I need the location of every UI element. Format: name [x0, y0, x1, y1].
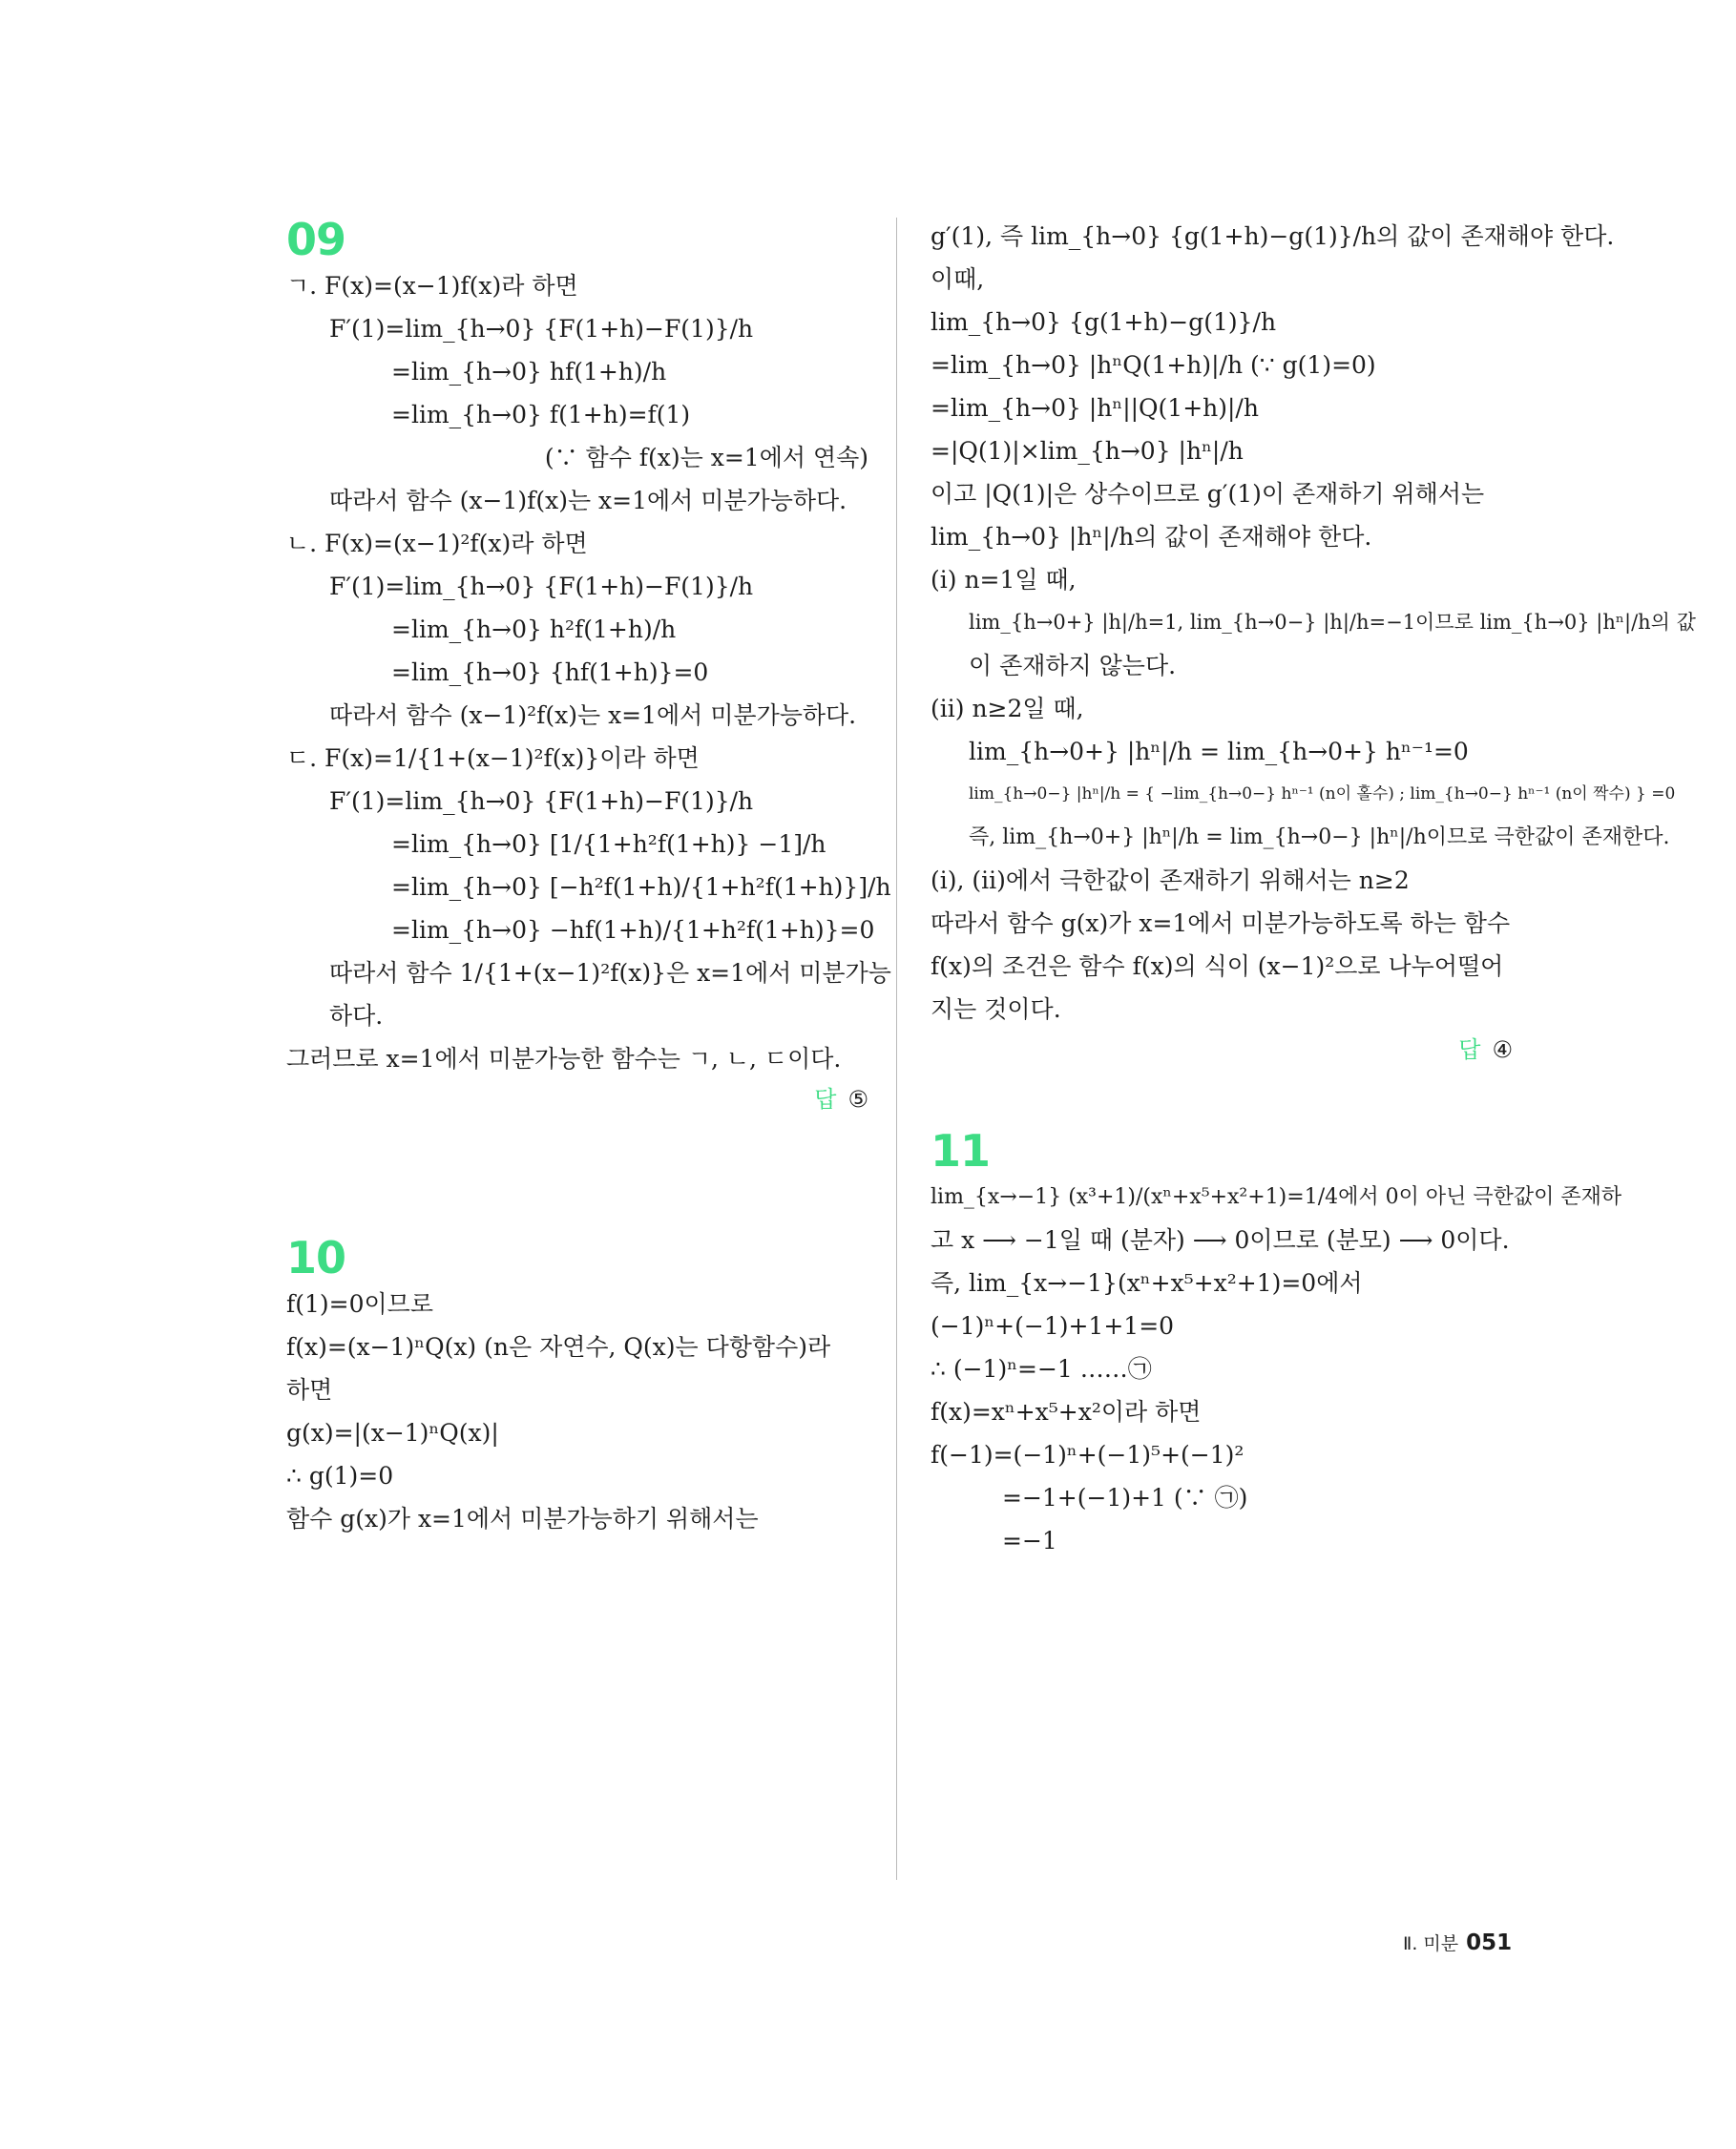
- p10-left-line-1: f(1)=0이므로: [286, 1290, 433, 1318]
- p09-line-5: (∵ 함수 f(x)는 x=1에서 연속): [544, 444, 868, 471]
- problem-09-number: 09: [286, 214, 346, 265]
- p09-line-12: ㄷ. F(x)=1/{1+(x−1)²f(x)}이라 하면: [286, 744, 700, 772]
- p10-answer: [931, 1031, 1513, 1069]
- p10-left-line-4: g(x)=|(x−1)ⁿQ(x)|: [286, 1419, 499, 1447]
- p10-right-line-9: (ⅰ) n=1일 때,: [931, 566, 1077, 594]
- p09-line-7: ㄴ. F(x)=(x−1)²f(x)라 하면: [286, 530, 588, 557]
- problem-11-number: 11: [931, 1125, 991, 1177]
- p09-line-15: =lim_{h→0} [−h²f(1+h)/{1+h²f(1+h)}]/h: [391, 873, 891, 901]
- p10-right-line-3: lim_{h→0} {g(1+h)−g(1)}/h: [931, 308, 1277, 336]
- p10-right-line-7: 이고 |Q(1)|은 상수이므로 g′(1)이 존재하기 위해서는: [931, 480, 1485, 508]
- p11-line-1: lim_{x→−1} (x³+1)/(xⁿ+x⁵+x²+1)=1/4에서 0이 아닌 극한값이 존재하: [931, 1185, 1622, 1209]
- p11-line-8: =−1+(−1)+1 (∵ ㉠): [1002, 1484, 1248, 1512]
- p10-right-line-14: lim_{h→0−} |hⁿ|/h = { −lim_{h→0−} hⁿ⁻¹ (n이 홀수) ; lim_{h→0−} hⁿ⁻¹ (n이 짝수) } =0: [969, 784, 1676, 803]
- p11-line-5: ∴ (−1)ⁿ=−1 ……㉠: [931, 1355, 1152, 1383]
- p09-line-14: =lim_{h→0} [1/{1+h²f(1+h)} −1]/h: [391, 830, 826, 858]
- p10-right-line-2: 이때,: [931, 265, 985, 293]
- p10-right-line-19: 지는 것이다.: [931, 995, 1061, 1023]
- footer-section: Ⅱ. 미분: [1403, 1933, 1459, 1954]
- p10-right-line-16: (ⅰ), (ⅱ)에서 극한값이 존재하기 위해서는 n≥2: [931, 866, 1410, 894]
- p10-right-line-18: f(x)의 조건은 함수 f(x)의 식이 (x−1)²으로 나누어떨어: [931, 952, 1504, 980]
- p11-line-7: f(−1)=(−1)ⁿ+(−1)⁵+(−1)²: [931, 1441, 1244, 1469]
- problem-10-number: 10: [286, 1232, 346, 1283]
- p09-line-17: 따라서 함수 1/{1+(x−1)²f(x)}은 x=1에서 미분가능: [329, 959, 891, 987]
- p09-line-9: =lim_{h→0} h²f(1+h)/h: [391, 615, 677, 643]
- p10-right-line-10: lim_{h→0+} |h|/h=1, lim_{h→0−} |h|/h=−1이므로 lim_{h→0} |hⁿ|/h의 값: [969, 611, 1696, 634]
- right-column: [931, 215, 1696, 1562]
- p10-right-line-17: 따라서 함수 g(x)가 x=1에서 미분가능하도록 하는 함수: [931, 909, 1511, 937]
- page-footer: [1403, 1930, 1513, 1955]
- p09-line-19: 그러므로 x=1에서 미분가능한 함수는 ㄱ, ㄴ, ㄷ이다.: [286, 1045, 842, 1073]
- p10-right-line-15: 즉, lim_{h→0+} |hⁿ|/h = lim_{h→0−} |hⁿ|/h이므로 극한값이 존재한다.: [969, 825, 1670, 849]
- p10-right-line-8: lim_{h→0} |hⁿ|/h의 값이 존재해야 한다.: [931, 523, 1372, 551]
- p09-line-4: =lim_{h→0} f(1+h)=f(1): [391, 401, 691, 428]
- page-number: 051: [1466, 1930, 1513, 1955]
- p09-line-11: 따라서 함수 (x−1)²f(x)는 x=1에서 미분가능하다.: [329, 701, 857, 729]
- p09-line-13: F′(1)=lim_{h→0} {F(1+h)−F(1)}/h: [329, 787, 754, 815]
- p09-line-16: =lim_{h→0} −hf(1+h)/{1+h²f(1+h)}=0: [391, 916, 875, 944]
- p10-right-line-12: (ⅱ) n≥2일 때,: [931, 695, 1084, 722]
- p10-left-line-6: 함수 g(x)가 x=1에서 미분가능하기 위해서는: [286, 1505, 759, 1533]
- column-divider: [896, 218, 897, 1880]
- p10-left-line-2: f(x)=(x−1)ⁿQ(x) (n은 자연수, Q(x)는 다항함수)라: [286, 1333, 831, 1361]
- p10-right-line-13: lim_{h→0+} |hⁿ|/h = lim_{h→0+} hⁿ⁻¹=0: [969, 738, 1469, 765]
- p11-line-6: f(x)=xⁿ+x⁵+x²이라 하면: [931, 1398, 1202, 1426]
- left-column: [286, 214, 891, 1540]
- p11-line-3: 즉, lim_{x→−1}(xⁿ+x⁵+x²+1)=0에서: [931, 1269, 1363, 1297]
- p09-line-10: =lim_{h→0} {hf(1+h)}=0: [391, 658, 709, 686]
- p11-line-4: (−1)ⁿ+(−1)+1+1=0: [931, 1312, 1175, 1340]
- p10-answer-value: ④: [1492, 1036, 1513, 1063]
- p09-line-18: 하다.: [329, 1002, 384, 1030]
- p09-line-3: =lim_{h→0} hf(1+h)/h: [391, 358, 667, 386]
- p09-line-6: 따라서 함수 (x−1)f(x)는 x=1에서 미분가능하다.: [329, 487, 847, 514]
- p09-answer-value: ⑤: [847, 1086, 868, 1113]
- p10-right-line-1: g′(1), 즉 lim_{h→0} {g(1+h)−g(1)}/h의 값이 존재해야 한다.: [931, 222, 1615, 250]
- p10-right-line-6: =|Q(1)|×lim_{h→0} |hⁿ|/h: [931, 437, 1244, 465]
- p09-line-2: F′(1)=lim_{h→0} {F(1+h)−F(1)}/h: [329, 315, 754, 343]
- p09-line-8: F′(1)=lim_{h→0} {F(1+h)−F(1)}/h: [329, 573, 754, 600]
- p11-line-2: 고 x ⟶ −1일 때 (분자) ⟶ 0이므로 (분모) ⟶ 0이다.: [931, 1226, 1510, 1254]
- p09-line-1: ㄱ. F(x)=(x−1)f(x)라 하면: [286, 272, 578, 300]
- p10-right-line-4: =lim_{h→0} |hⁿQ(1+h)|/h (∵ g(1)=0): [931, 351, 1376, 379]
- p09-answer: [286, 1080, 868, 1118]
- p10-left-line-3: 하면: [286, 1376, 333, 1404]
- p09-answer-label: 답: [814, 1086, 837, 1113]
- p10-left-line-5: ∴ g(1)=0: [286, 1462, 394, 1490]
- p10-right-line-11: 이 존재하지 않는다.: [969, 652, 1177, 679]
- p11-line-9: =−1: [1002, 1527, 1057, 1554]
- p10-right-line-5: =lim_{h→0} |hⁿ||Q(1+h)|/h: [931, 394, 1259, 422]
- p10-answer-label: 답: [1458, 1036, 1481, 1063]
